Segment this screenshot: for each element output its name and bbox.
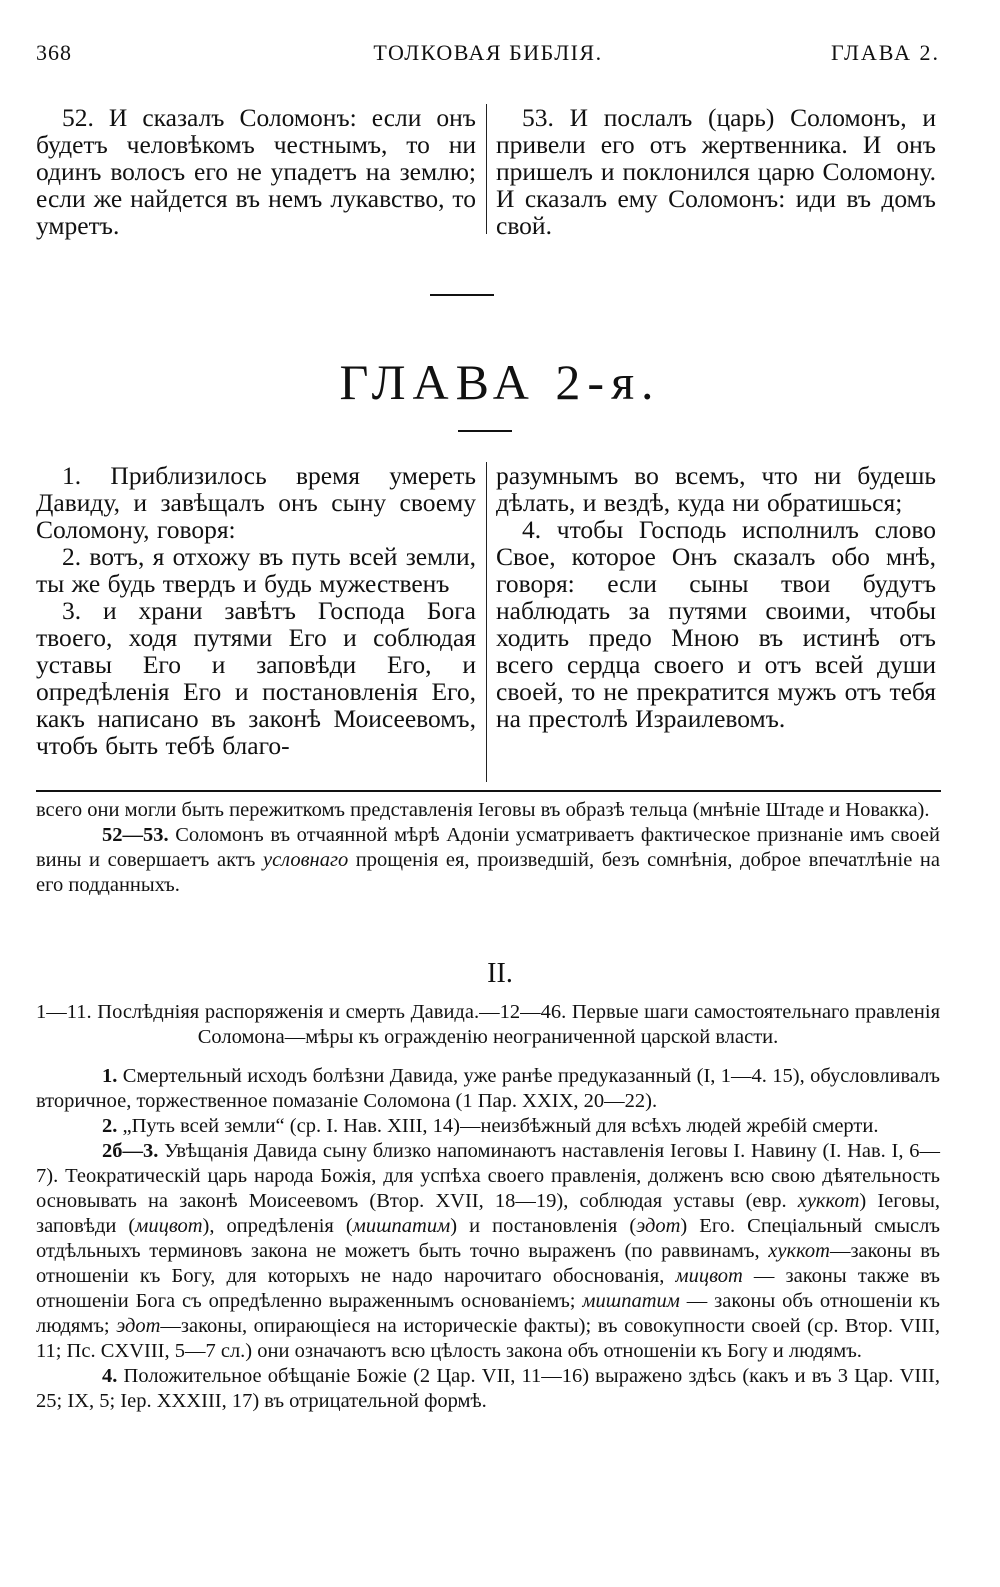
commentary-paragraph: 4. Положительное обѣщаніе Божіе (2 Цар. VII, 11—16) выражено здѣсь (какъ и въ 3 Цар. VIII, 25; IX, 5; Іер. XXXIII, 17) въ отрицательной формѣ.	[36, 1365, 940, 1412]
verse-ref: 2б—3.	[102, 1140, 159, 1162]
commentary-paragraph: 1. Смертельный исходъ болѣзни Давида, уже ранѣе предуказанный (I, 1—4. 15), обусловливалъ вторичное, торжественное помазаніе Соломона (1 Пар. XXIX, 20—22).	[36, 1065, 940, 1112]
italic-term: эдот	[636, 1215, 681, 1237]
verse-column-left	[36, 104, 476, 239]
section-summary: 1—11. Послѣдніяя распоряженія и смерть Давида.—12—46. Первые шаги самостоятельнаго правленія Соломона—мѣры къ огражденію неограниченной царской власти.	[36, 1001, 940, 1048]
commentary-paragraph: 2б—3. Увѣщанія Давида сыну близко напоминаютъ наставленія Іеговы І. Навину (І. Нав. I, 6—7). Теократическій царь народа Божія, для успѣха своего правленія, долженъ всю свою дѣятельность основывать на законѣ Моисеевомъ (Втор. XVII, 18—19), соблюдая уставы (евр. хуккот) Іеговы, заповѣди (мицвот), опредѣленія (мишпатим) и постановленія (эдот) Его. Спеціальный смыслъ отдѣльныхъ терминовъ закона не можетъ быть точно выраженъ (по раввинамъ, хуккот—законы въ отношеніи къ Богу, для которыхъ не надо нарочитаго обоснованія, мицвот — законы также въ отношеніи Бога съ опредѣленно выраженнымъ основаніемъ; мишпатим — законы объ отношеніи къ людямъ; эдот—законы, опирающіеся на историческіе факты); въ совокупности своей (ср. Втор. VIII, 11; Пс. CXVIII, 5—7 сл.) они означаютъ всю цѣлость закона объ отношеніи къ Богу и людямъ.	[36, 1140, 940, 1362]
verse-ref: 2.	[102, 1115, 118, 1137]
italic-term: условнаго	[262, 849, 349, 871]
chapter-verse-columns	[36, 462, 942, 784]
chapter-title: ГЛАВА 2-я.	[339, 354, 661, 410]
verse-2: 2. вотъ, я отхожу въ путь всей земли, ты же будь твердъ и будь мужественъ	[36, 542, 476, 598]
column-divider	[486, 462, 487, 782]
verse-3: 3. и храни завѣтъ Господа Бога твоего, ходя путями Его и соблюдая уставы Его и заповѣди Его, и опредѣленія Его и постановленія Его, какъ написано въ законѣ Моисеевомъ, чтобъ быть тебѣ благо-	[36, 596, 476, 760]
verse-column-right	[496, 462, 936, 732]
verse-column-left	[36, 462, 476, 759]
italic-term: эдот	[116, 1315, 161, 1337]
italic-term: мицвот	[135, 1215, 203, 1237]
verse-4: 4. чтобы Господь исполнилъ слово Свое, которое Онъ сказалъ обо мнѣ, говоря: если сыны твои будутъ наблюдать за путями своими, чтобы ходить предо Мною въ истинѣ отъ всего сердца своего и отъ всей души своей, то не прекратится мужъ отъ тебя на престолѣ Израилевомъ.	[496, 515, 936, 733]
italic-term: мишпатим	[352, 1215, 451, 1237]
verse-53: 53. И послалъ (царь) Соломонъ, и привели его отъ жертвенника. И онъ пришелъ и поклонился царю Соломону. И сказалъ ему Соломонъ: иди въ домъ свой.	[496, 103, 936, 240]
page-number: 368	[36, 40, 72, 65]
commentary-paragraph: 52—53. Соломонъ въ отчаянной мѣрѣ Адоніи усматриваетъ фактическое признаніе имъ своей вины и совершаетъ актъ условнаго прощенія ея, произведшій, безъ сомнѣнія, доброе впечатлѣніе на его подданныхъ.	[36, 824, 940, 896]
verse-ref: 4.	[102, 1365, 118, 1387]
italic-term: мишпатим	[582, 1290, 680, 1312]
verse-column-right	[496, 104, 936, 239]
ornamental-rule-top	[430, 294, 494, 296]
column-divider	[486, 104, 487, 234]
commentary-top	[36, 798, 940, 898]
commentary-main	[36, 1064, 940, 1414]
section-number: II.	[487, 958, 513, 989]
verse-3-continued: разумнымъ во всемъ, что ни будешь дѣлать, и вездѣ, куда ни обратишься;	[496, 461, 936, 517]
commentary-paragraph: 2. „Путь всей земли“ (ср. I. Нав. XIII, 14)—неизбѣжный для всѣхъ людей жребій смерти.	[102, 1115, 879, 1137]
running-head	[36, 40, 940, 70]
ornamental-rule-bottom	[458, 430, 512, 432]
commentary-paragraph: всего они могли быть пережиткомъ представленія Іеговы въ образѣ тельца (мнѣніе Штаде и Новакка).	[36, 799, 930, 821]
verse-1: 1. Приблизилось время умереть Давиду, и завѣщалъ онъ сыну своему Соломону, говоря:	[36, 461, 476, 544]
top-verse-columns	[36, 103, 942, 240]
italic-term: хуккот	[797, 1190, 860, 1212]
italic-term: мицвот	[675, 1265, 743, 1287]
book-title: ТОЛКОВАЯ БИБЛIЯ.	[373, 40, 603, 65]
running-chapter: ГЛАВА 2.	[830, 40, 940, 65]
verse-ref: 1.	[102, 1065, 118, 1087]
italic-term: хуккот	[768, 1240, 830, 1262]
verse-52: 52. И сказалъ Соломонъ: если онъ будетъ человѣкомъ честнымъ, то ни одинъ волосъ его не упадетъ на землю; если же найдется въ немъ лукавство, то умретъ.	[36, 103, 476, 240]
commentary-separator	[36, 790, 941, 792]
verse-ref: 52—53.	[102, 824, 169, 846]
